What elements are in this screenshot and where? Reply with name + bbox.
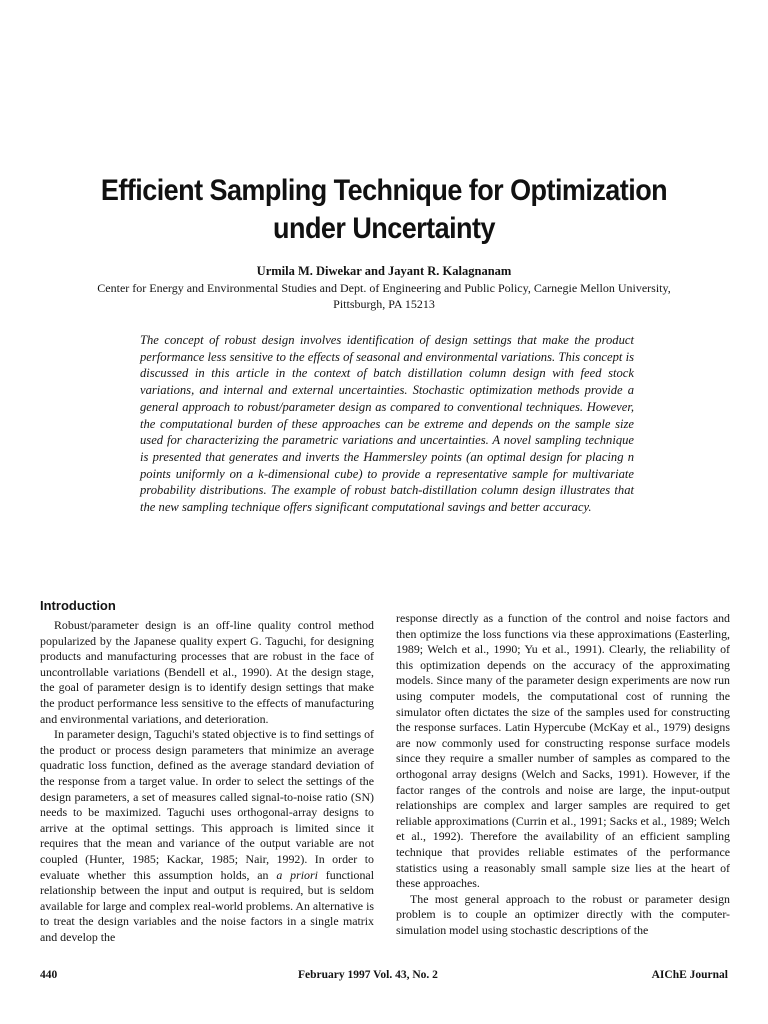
paragraph	[40, 727, 374, 945]
section-heading: Introduction	[40, 598, 116, 613]
paragraph-text: functional relationship between the input and output is required, but is seldom available for large and complex real-world problems. An alternative is to treat the design variables and the noise factors in a single matrix and develop the	[40, 867, 375, 944]
paragraph: response directly as a function of the control and noise factors and then optimize the loss functions via these approximations (Easterling, 1989; Welch et al., 1990; Yu et al., 1991). Clearly, the reliability of this optimization depends on the accuracy of the approximating models. Since many of the parameter design experiments are now run using computer models, the computational cost of running the simulator often dictates the size of the samples used for constructing the response surfaces. Latin Hypercube (McKay et al., 1979) designs are now commonly used for constructing response surface models since they require a smaller number of samples as compared to the orthogonal array designs (Welch and Sacks, 1991). However, if the factor ranges of the controls and noise are large, the input-output relationships are complex and larger samples are required to get reliable approximations (Currin et al., 1991; Sacks et al., 1989; Welch et al., 1992). Therefore the availability of an efficient sampling technique that provides reliable estimates of the performance statistics using a reasonably small sample size lies at the heart of these approaches.	[396, 611, 730, 891]
page-number: 440	[40, 969, 58, 981]
author-list: Urmila M. Diwekar and Jayant R. Kalagnanam	[256, 264, 512, 278]
page-footer	[40, 967, 728, 983]
left-column	[40, 618, 374, 945]
issue-info: February 1997 Vol. 43, No. 2	[298, 969, 438, 981]
paragraph-text: In parameter design, Taguchi's stated objective is to find settings of the product or process design parameters that minimize an average quadratic loss function, defined as the average standard deviation of the response from a target value. In order to select the settings of the design parameters, a set of measures called signal-to-noise ratio (SN) needs to be maximized. Taguchi uses orthogonal-array designs to arrive at the optimal settings. This approach is limited since it requires that the mean and variance of the output variable are not coupled (Hunter, 1985; Kackar, 1985; Nair, 1992). In order to evaluate whether this assumption holds, an	[40, 727, 374, 882]
affiliation-line-2: Pittsburgh, PA 15213	[333, 296, 435, 311]
paper-title-line-1: Efficient Sampling Technique for Optimization	[100, 174, 668, 207]
paragraph: The most general approach to the robust or parameter design problem is to couple an optimizer directly with the computer-simulation model using stochastic descriptions of the	[396, 891, 730, 937]
italic-phrase: a priori	[276, 867, 318, 882]
abstract: The concept of robust design involves identification of design settings that make the product performance less sensitive to the effects of seasonal and environmental variations. This concept is discussed in this article in the context of batch distillation column design with feed stock variations, and internal and external uncertainties. Stochastic optimization methods provide a general approach to robust/parameter design as compared to conventional techniques. However, the computational burden of these approaches can be extreme and depends on the sample size used for characterizing the parametric variations and uncertainties. A novel sampling technique is presented that generates and inverts the Hammersley points (an optimal design for placing n points uniformly on a k-dimensional cube) to provide a representative sample for multivariate probability distributions. The example of robust batch-distillation column design illustrates that the new sampling technique offers significant computational savings and better accuracy.	[140, 333, 634, 515]
affiliation-line-1: Center for Energy and Environmental Studies and Dept. of Engineering and Public Policy, Carnegie Mellon University,	[97, 281, 671, 295]
right-column	[396, 611, 730, 938]
journal-name: AIChE Journal	[651, 969, 728, 981]
paper-title	[74, 172, 693, 248]
paragraph: Robust/parameter design is an off-line quality control method popularized by the Japanese quality expert G. Taguchi, for designing products and manufacturing processes that are robust in the face of uncontrollable variations (Bendell et al., 1990). At the design stage, the goal of parameter design is to identify design settings that make the product performance less sensitive to the effects of manufacturing and environmental variations, and deterioration.	[40, 618, 374, 726]
paper-title-line-2: under Uncertainty	[273, 212, 495, 245]
affiliation	[30, 281, 738, 312]
